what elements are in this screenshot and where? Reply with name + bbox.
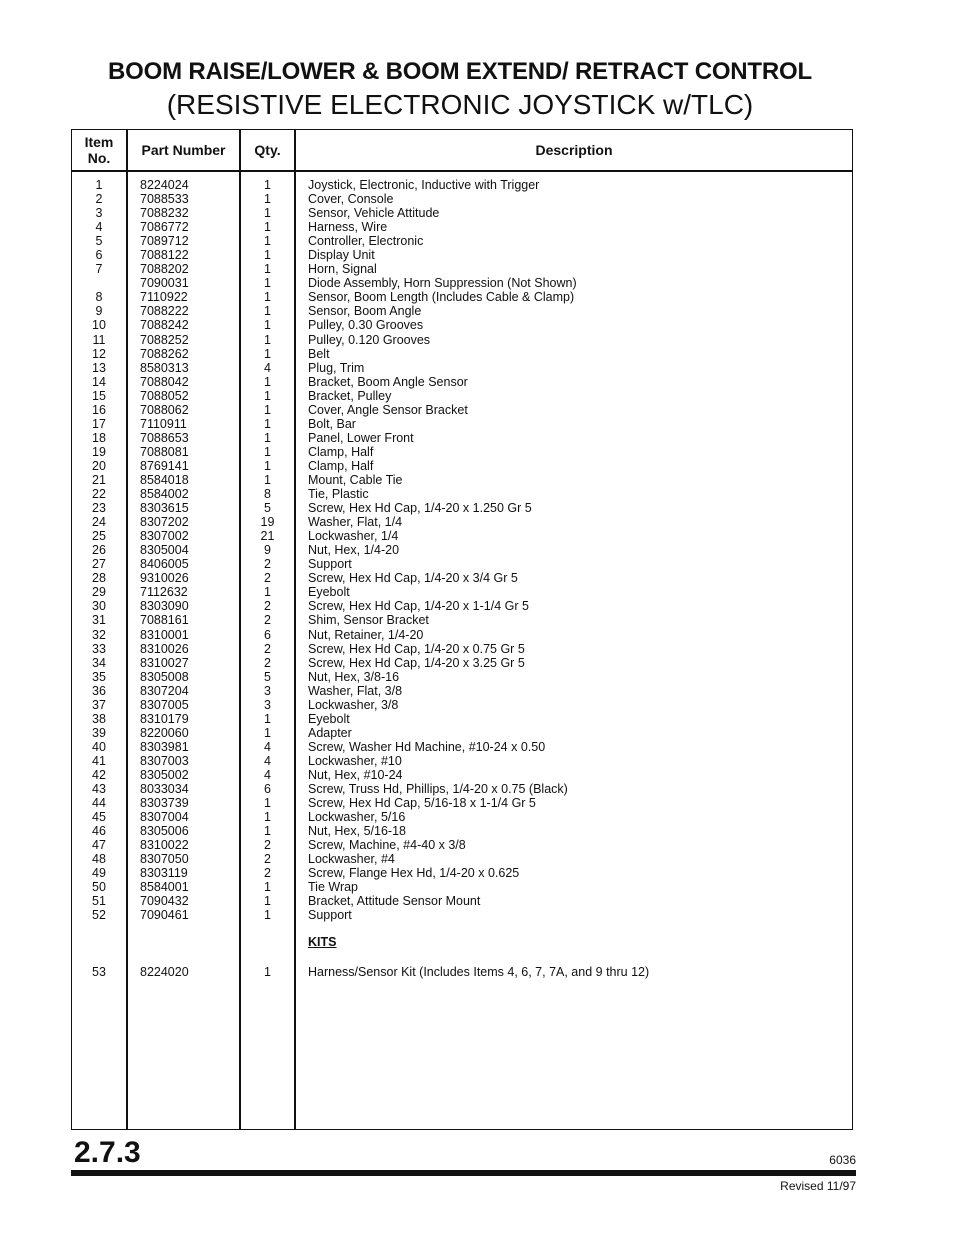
item-no: 9 <box>95 304 103 319</box>
part-number: 8584018 <box>140 472 189 487</box>
table-row <box>72 670 852 684</box>
part-number: 8303119 <box>140 866 188 881</box>
part-number: 8310022 <box>140 838 189 853</box>
quantity: 1 <box>264 318 271 333</box>
description: Mount, Cable Tie <box>308 472 403 487</box>
quantity: 5 <box>264 501 271 516</box>
part-number: 7088242 <box>140 318 189 333</box>
table-row <box>72 698 852 712</box>
part-number: 8307204 <box>140 683 189 698</box>
part-number: 8224020 <box>140 965 189 979</box>
item-no: 15 <box>92 388 106 403</box>
description: Joystick, Electronic, Inductive with Trigger <box>308 178 540 192</box>
quantity: 2 <box>264 599 271 614</box>
quantity: 1 <box>264 332 271 347</box>
table-row <box>72 431 852 445</box>
table-row <box>72 375 852 389</box>
description: Screw, Machine, #4-40 x 3/8 <box>308 838 466 853</box>
quantity: 1 <box>264 444 271 459</box>
description: Lockwasher, 1/4 <box>308 529 399 544</box>
quantity: 1 <box>264 220 271 235</box>
table-row <box>72 796 852 810</box>
item-no: 14 <box>92 374 106 389</box>
table-row <box>72 417 852 431</box>
description: Display Unit <box>308 248 375 263</box>
description: Screw, Hex Hd Cap, 1/4-20 x 3/4 Gr 5 <box>308 571 518 586</box>
quantity: 1 <box>264 290 271 305</box>
revision-date: Revised 11/97 <box>780 1179 856 1193</box>
description: Washer, Flat, 3/8 <box>308 683 403 698</box>
table-row <box>72 290 852 304</box>
quantity: 1 <box>264 458 271 473</box>
quantity: 2 <box>264 641 271 656</box>
description: Screw, Hex Hd Cap, 1/4-20 x 0.75 Gr 5 <box>308 641 525 656</box>
quantity: 19 <box>260 515 275 530</box>
header-item-no <box>72 130 126 170</box>
item-no: 30 <box>92 599 106 614</box>
quantity: 2 <box>264 838 271 853</box>
table-row <box>72 880 852 894</box>
description: Clamp, Half <box>308 458 374 473</box>
part-number: 7088081 <box>140 444 189 459</box>
description: Nut, Hex, 3/8-16 <box>308 669 400 684</box>
table-row <box>72 178 852 192</box>
description: Screw, Hex Hd Cap, 5/16-18 x 1-1/4 Gr 5 <box>308 796 536 811</box>
part-number: 7088252 <box>140 332 189 347</box>
part-number: 8307050 <box>140 852 189 867</box>
item-no: 41 <box>92 753 106 768</box>
item-no: 24 <box>92 515 106 530</box>
item-no: 27 <box>92 557 106 572</box>
item-no: 39 <box>92 725 106 740</box>
description: Diode Assembly, Horn Suppression (Not Shown) <box>308 276 577 291</box>
item-no: 46 <box>92 824 106 839</box>
part-number: 8310026 <box>140 641 189 656</box>
table-row <box>72 543 852 557</box>
quantity: 1 <box>264 908 271 923</box>
description: Bracket, Pulley <box>308 388 392 403</box>
table-row <box>72 403 852 417</box>
quantity: 2 <box>264 613 271 628</box>
kits-heading: KITS <box>308 935 337 949</box>
header-item-line2: No. <box>87 150 111 166</box>
part-number: 8305008 <box>140 669 189 684</box>
table-row <box>72 726 852 740</box>
table-row <box>72 304 852 318</box>
item-no: 11 <box>92 332 106 347</box>
description: Support <box>308 557 352 572</box>
part-number: 8307202 <box>140 515 189 530</box>
table-row <box>72 220 852 234</box>
description: Screw, Truss Hd, Phillips, 1/4-20 x 0.75 (Black) <box>308 782 568 797</box>
quantity: 1 <box>264 796 271 811</box>
part-number: 8310027 <box>140 655 189 670</box>
description: Cover, Angle Sensor Bracket <box>308 402 468 417</box>
quantity: 6 <box>264 627 271 642</box>
item-no: 2 <box>95 192 103 207</box>
quantity: 1 <box>264 472 271 487</box>
item-no: 13 <box>92 360 106 375</box>
description: Screw, Hex Hd Cap, 1/4-20 x 3.25 Gr 5 <box>308 655 525 670</box>
quantity: 2 <box>264 866 271 881</box>
quantity: 1 <box>264 824 271 839</box>
description: Clamp, Half <box>308 444 374 459</box>
table-row <box>72 557 852 571</box>
description: Screw, Washer Hd Machine, #10-24 x 0.50 <box>308 739 546 754</box>
table-row <box>72 908 852 922</box>
description: Bracket, Attitude Sensor Mount <box>308 894 481 909</box>
table-row <box>72 782 852 796</box>
item-no: 47 <box>92 838 106 853</box>
part-number: 7088122 <box>140 248 189 263</box>
part-number: 7088161 <box>140 613 189 628</box>
table-row <box>72 262 852 276</box>
description: Lockwasher, #10 <box>308 753 402 768</box>
description: Harness, Wire <box>308 220 388 235</box>
quantity: 3 <box>264 683 271 698</box>
item-no: 51 <box>92 894 106 909</box>
item-no: 38 <box>92 711 106 726</box>
part-number: 7088653 <box>140 430 189 445</box>
quantity: 4 <box>264 739 271 754</box>
quantity: 2 <box>264 852 271 867</box>
part-number: 8305006 <box>140 824 189 839</box>
description: Tie, Plastic <box>308 487 369 502</box>
part-number: 8406005 <box>140 557 189 572</box>
item-no: 12 <box>92 346 106 361</box>
description: Plug, Trim <box>308 360 365 375</box>
parts-table <box>71 129 853 1130</box>
table-row <box>72 389 852 403</box>
description: Nut, Retainer, 1/4-20 <box>308 627 424 642</box>
quantity: 1 <box>264 234 271 249</box>
table-row <box>72 599 852 613</box>
table-row <box>72 459 852 473</box>
section-number: 2.7.3 <box>74 1136 141 1169</box>
part-number: 7088222 <box>140 304 189 319</box>
table-row <box>72 473 852 487</box>
item-no: 20 <box>92 458 106 473</box>
part-number: 8305004 <box>140 543 189 558</box>
table-row <box>72 740 852 754</box>
table-row <box>72 866 852 880</box>
item-no: 19 <box>92 444 106 459</box>
table-row <box>72 318 852 332</box>
part-number: 7110922 <box>140 290 188 305</box>
quantity: 1 <box>264 810 271 825</box>
item-no: 10 <box>92 318 106 333</box>
item-no: 50 <box>92 880 106 895</box>
quantity: 1 <box>264 178 271 192</box>
header-part-number: Part Number <box>141 142 226 158</box>
header-qty: Qty. <box>254 142 281 158</box>
part-number: 7088042 <box>140 374 189 389</box>
quantity: 1 <box>264 388 271 403</box>
description: Shim, Sensor Bracket <box>308 613 429 628</box>
quantity: 1 <box>264 276 271 291</box>
item-no: 7 <box>95 262 103 277</box>
part-number: 9310026 <box>140 571 189 586</box>
part-number: 7089712 <box>140 234 189 249</box>
part-number: 8305002 <box>140 767 189 782</box>
description: Bolt, Bar <box>308 416 356 431</box>
description: Screw, Flange Hex Hd, 1/4-20 x 0.625 <box>308 866 520 881</box>
description: Eyebolt <box>308 711 350 726</box>
part-number: 8307004 <box>140 810 189 825</box>
part-number: 7088232 <box>140 206 189 221</box>
table-row <box>72 838 852 852</box>
table-row <box>72 712 852 726</box>
item-no: 26 <box>92 543 106 558</box>
description: Nut, Hex, 1/4-20 <box>308 543 400 558</box>
quantity: 1 <box>264 711 271 726</box>
part-number: 8769141 <box>140 458 189 473</box>
part-number: 8224024 <box>140 178 189 192</box>
description: Cover, Console <box>308 192 394 207</box>
table-row <box>72 501 852 515</box>
quantity: 1 <box>264 430 271 445</box>
table-row <box>72 768 852 782</box>
quantity: 21 <box>260 529 275 544</box>
table-row <box>72 684 852 698</box>
item-no: 49 <box>92 866 106 881</box>
quantity: 1 <box>264 965 271 979</box>
item-no: 45 <box>92 810 106 825</box>
quantity: 1 <box>264 346 271 361</box>
item-no: 21 <box>92 472 106 487</box>
quantity: 6 <box>264 782 271 797</box>
quantity: 9 <box>264 543 271 558</box>
item-no: 32 <box>92 627 106 642</box>
table-row <box>72 894 852 908</box>
quantity: 1 <box>264 262 271 277</box>
description: Tie Wrap <box>308 880 359 895</box>
part-number: 7088062 <box>140 402 189 417</box>
table-row <box>72 754 852 768</box>
part-number: 7110911 <box>140 416 187 431</box>
part-number: 7088533 <box>140 192 189 207</box>
quantity: 1 <box>264 402 271 417</box>
part-number: 7088052 <box>140 388 189 403</box>
item-no: 42 <box>92 767 106 782</box>
item-no: 3 <box>95 206 103 221</box>
table-row <box>72 361 852 375</box>
quantity: 2 <box>264 655 271 670</box>
description: Lockwasher, 5/16 <box>308 810 406 825</box>
quantity: 1 <box>264 248 271 263</box>
table-row <box>72 347 852 361</box>
item-no: 40 <box>92 739 106 754</box>
table-row <box>72 206 852 220</box>
table-row <box>72 628 852 642</box>
item-no: 34 <box>92 655 106 670</box>
page-code: 6036 <box>829 1153 856 1167</box>
description: Pulley, 0.30 Grooves <box>308 318 424 333</box>
part-number: 7086772 <box>140 220 189 235</box>
part-number: 8303739 <box>140 796 189 811</box>
item-no: 6 <box>95 248 103 263</box>
item-no: 23 <box>92 501 106 516</box>
item-no: 28 <box>92 571 106 586</box>
description: Bracket, Boom Angle Sensor <box>308 374 468 389</box>
table-row <box>72 571 852 585</box>
page-title: BOOM RAISE/LOWER & BOOM EXTEND/ RETRACT CONTROL <box>108 58 812 85</box>
header-description: Description <box>535 142 613 158</box>
table-row <box>72 613 852 627</box>
item-no: 4 <box>95 220 103 235</box>
part-number: 8303615 <box>140 501 189 516</box>
quantity: 1 <box>264 416 271 431</box>
quantity: 8 <box>264 487 271 502</box>
item-no: 48 <box>92 852 106 867</box>
part-number: 8580313 <box>140 360 189 375</box>
table-row <box>72 515 852 529</box>
item-no: 29 <box>92 585 106 600</box>
table-row <box>72 333 852 347</box>
part-number: 7088262 <box>140 346 189 361</box>
item-no: 53 <box>92 965 106 979</box>
table-row <box>72 487 852 501</box>
item-no: 1 <box>95 178 103 192</box>
description: Sensor, Boom Length (Includes Cable & Clamp) <box>308 290 575 305</box>
item-no: 36 <box>92 683 106 698</box>
description: Screw, Hex Hd Cap, 1/4-20 x 1.250 Gr 5 <box>308 501 532 516</box>
quantity: 1 <box>264 894 271 909</box>
quantity: 2 <box>264 557 271 572</box>
item-no: 25 <box>92 529 106 544</box>
table-row <box>72 965 852 979</box>
quantity: 2 <box>264 571 271 586</box>
description: Pulley, 0.120 Grooves <box>308 332 431 347</box>
description: Adapter <box>308 725 352 740</box>
table-row <box>72 585 852 599</box>
quantity: 1 <box>264 374 271 389</box>
table-row <box>72 248 852 262</box>
table-row <box>72 445 852 459</box>
table-row <box>72 529 852 543</box>
table-row <box>72 852 852 866</box>
item-no: 16 <box>92 402 106 417</box>
item-no: 31 <box>92 613 106 628</box>
footer-rule <box>71 1170 856 1176</box>
quantity: 4 <box>264 767 271 782</box>
part-number: 8584001 <box>140 880 189 895</box>
description: Nut, Hex, #10-24 <box>308 767 403 782</box>
description: Sensor, Vehicle Attitude <box>308 206 440 221</box>
item-no: 37 <box>92 697 106 712</box>
part-number: 8310179 <box>140 711 189 726</box>
part-number: 8307002 <box>140 529 189 544</box>
table-row <box>72 810 852 824</box>
description: Lockwasher, 3/8 <box>308 697 399 712</box>
header-item-line1: Item <box>84 134 114 150</box>
description: Horn, Signal <box>308 262 377 277</box>
part-number: 8303981 <box>140 739 189 754</box>
quantity: 1 <box>264 192 271 207</box>
item-no: 33 <box>92 641 106 656</box>
table-body <box>72 178 852 922</box>
table-header <box>72 130 852 172</box>
page-subtitle: (RESISTIVE ELECTRONIC JOYSTICK w/TLC) <box>166 89 754 120</box>
description: Support <box>308 908 352 923</box>
quantity: 1 <box>264 304 271 319</box>
item-no: 5 <box>95 234 103 249</box>
description: Sensor, Boom Angle <box>308 304 422 319</box>
quantity: 4 <box>264 753 271 768</box>
description: Harness/Sensor Kit (Includes Items 4, 6, 7, 7A, and 9 thru 12) <box>308 965 650 979</box>
item-no: 22 <box>92 487 106 502</box>
item-no: 35 <box>92 669 106 684</box>
quantity: 5 <box>264 669 271 684</box>
description: Eyebolt <box>308 585 350 600</box>
description: Controller, Electronic <box>308 234 424 249</box>
part-number: 8307005 <box>140 697 189 712</box>
part-number: 8310001 <box>140 627 189 642</box>
description: Belt <box>308 346 330 361</box>
item-no: 18 <box>92 430 106 445</box>
part-number: 7090432 <box>140 894 189 909</box>
table-row <box>72 656 852 670</box>
quantity: 4 <box>264 360 271 375</box>
description: Screw, Hex Hd Cap, 1/4-20 x 1-1/4 Gr 5 <box>308 599 529 614</box>
quantity: 1 <box>264 206 271 221</box>
item-no: 44 <box>92 796 106 811</box>
part-number: 8584002 <box>140 487 189 502</box>
item-no: 43 <box>92 782 106 797</box>
description: Panel, Lower Front <box>308 430 414 445</box>
table-row <box>72 824 852 838</box>
part-number: 7112632 <box>140 585 188 600</box>
table-row <box>72 234 852 248</box>
part-number: 7090031 <box>140 276 189 291</box>
part-number: 7088202 <box>140 262 189 277</box>
item-no: 52 <box>92 908 106 923</box>
item-no: 17 <box>92 416 106 431</box>
table-row <box>72 642 852 656</box>
part-number: 8307003 <box>140 753 189 768</box>
table-row <box>72 276 852 290</box>
part-number: 8220060 <box>140 725 189 740</box>
item-no: 8 <box>95 290 103 305</box>
description: Lockwasher, #4 <box>308 852 395 867</box>
part-number: 8033034 <box>140 782 189 797</box>
table-row <box>72 192 852 206</box>
quantity: 3 <box>264 697 271 712</box>
quantity: 1 <box>264 585 271 600</box>
part-number: 7090461 <box>140 908 189 923</box>
quantity: 1 <box>264 880 271 895</box>
part-number: 8303090 <box>140 599 189 614</box>
description: Washer, Flat, 1/4 <box>308 515 403 530</box>
description: Nut, Hex, 5/16-18 <box>308 824 406 839</box>
quantity: 1 <box>264 725 271 740</box>
